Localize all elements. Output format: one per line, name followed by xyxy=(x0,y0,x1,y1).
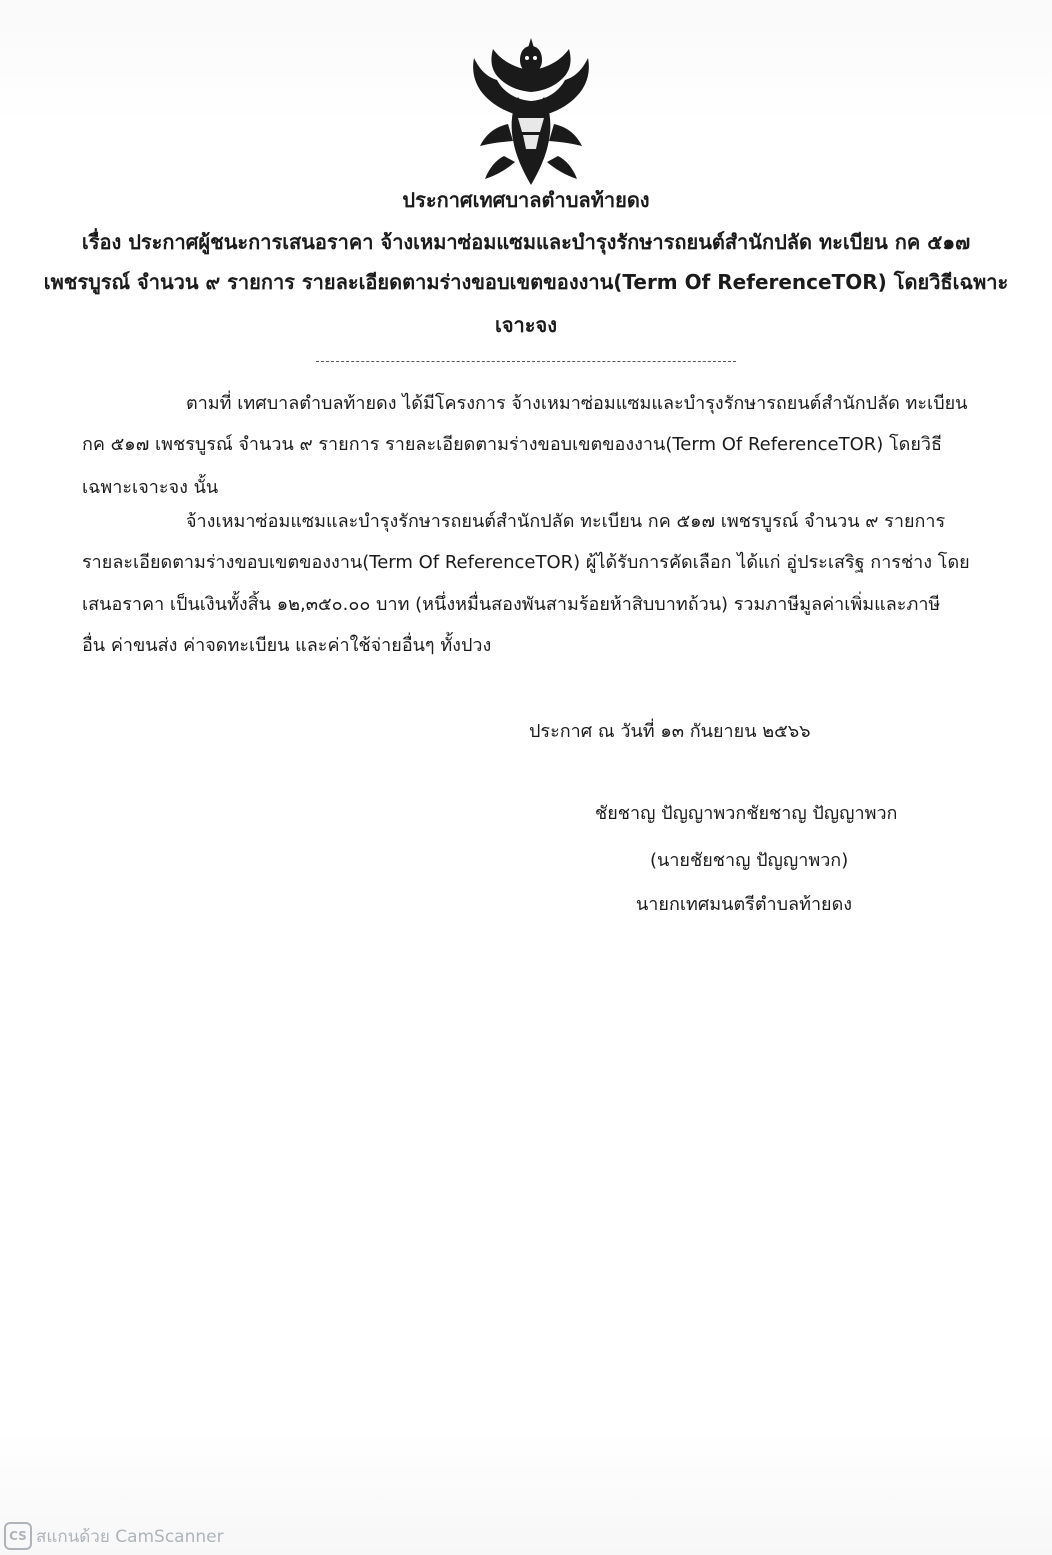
garuda-emblem xyxy=(470,36,592,188)
paragraph-2-line-3: เสนอราคา เป็นเงินทั้งสิ้น ๑๒,๓๕๐.๐๐ บาท (หนึ่งหมื่นสองพันสามร้อยห้าสิบบาทถ้วน) รวมภาษีมูลค่าเพิ่มและภาษี xyxy=(82,594,941,615)
subject-line-2: เพชรบูรณ์ จำนวน ๙ รายการ รายละเอียดตามร่างขอบเขตของงาน(Term Of ReferenceTOR) โดยวิธีเฉพาะ xyxy=(43,270,1009,294)
paragraph-2-line-1: จ้างเหมาซ่อมแซมและบำรุงรักษารถยนต์สำนักปลัด ทะเบียน กค ๕๑๗ เพชรบูรณ์ จำนวน ๙ รายการ xyxy=(186,511,946,532)
subject-line-1: เรื่อง ประกาศผู้ชนะการเสนอราคา จ้างเหมาซ่อมแซมและบำรุงรักษารถยนต์สำนักปลัด ทะเบียน กค ๕๑๗ xyxy=(81,230,971,254)
paragraph-2-line-2: รายละเอียดตามร่างขอบเขตของงาน(Term Of ReferenceTOR) ผู้ได้รับการคัดเลือก ได้แก่ อู่ประเสริฐ การช่าง โดย xyxy=(82,552,970,573)
paragraph-1-line-1: ตามที่ เทศบาลตำบลท้ายดง ได้มีโครงการ จ้างเหมาซ่อมแซมและบำรุงรักษารถยนต์สำนักปลัด ทะเบียน xyxy=(186,393,968,414)
paragraph-1-line-3: เฉพาะเจาะจง นั้น xyxy=(82,477,219,498)
title-divider xyxy=(316,361,736,362)
announcement-date: ประกาศ ณ วันที่ ๑๓ กันยายน ๒๕๖๖ xyxy=(529,721,811,742)
signature-printed-name: (นายชัยชาญ ปัญญาพวก) xyxy=(650,850,849,871)
camscanner-watermark xyxy=(4,1522,224,1550)
signature-script: ชัยชาญ ปัญญาพวกชัยชาญ ปัญญาพวก xyxy=(595,803,898,824)
subject-line-3: เจาะจง xyxy=(494,313,557,337)
camscanner-logo-icon: CS xyxy=(4,1522,32,1550)
document-title: ประกาศเทศบาลตำบลท้ายดง xyxy=(402,188,650,212)
paragraph-2-line-4: อื่น ค่าขนส่ง ค่าจดทะเบียน และค่าใช้จ่ายอื่นๆ ทั้งปวง xyxy=(82,635,492,656)
paragraph-1-line-2: กค ๕๑๗ เพชรบูรณ์ จำนวน ๙ รายการ รายละเอียดตามร่างขอบเขตของงาน(Term Of ReferenceTOR) โดยวิธี xyxy=(82,434,942,455)
signature-position: นายกเทศมนตรีตำบลท้ายดง xyxy=(636,894,853,915)
camscanner-label: สแกนด้วย CamScanner xyxy=(36,1526,224,1547)
